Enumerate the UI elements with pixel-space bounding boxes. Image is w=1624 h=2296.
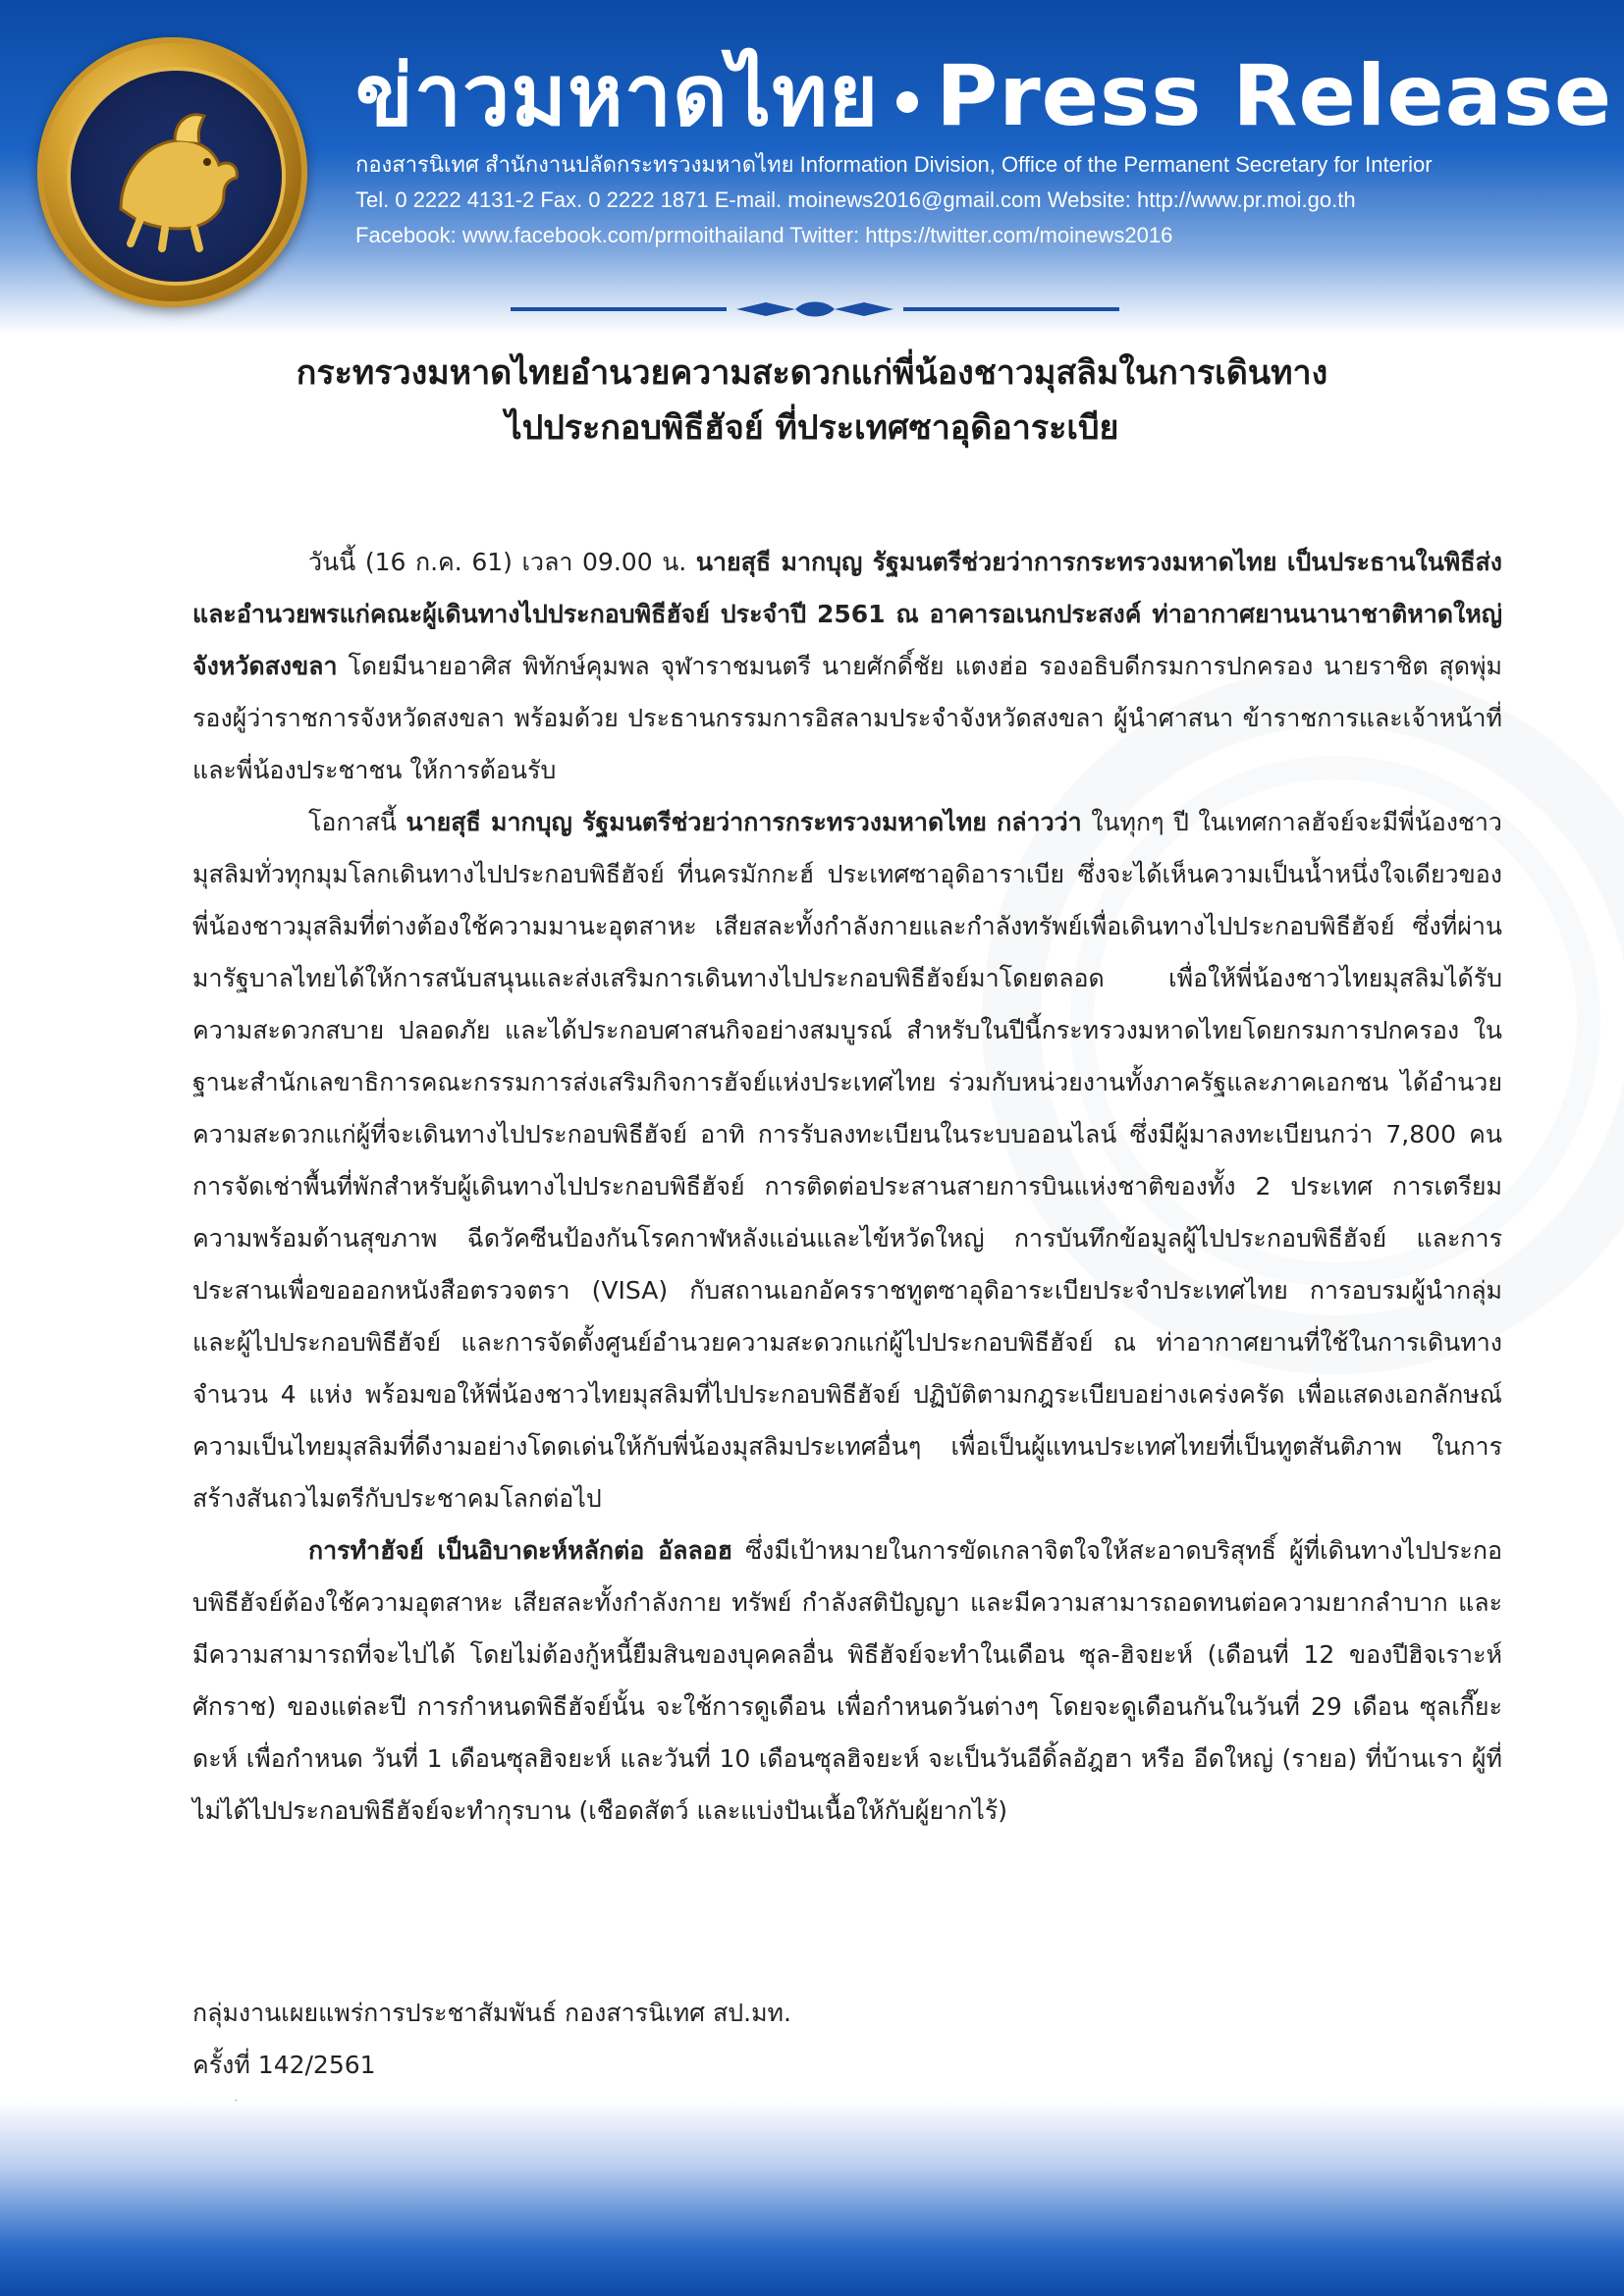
divider-ornament-icon — [511, 294, 1119, 324]
p2-text-bold: นายสุธี มากบุญ รัฐมนตรีช่วยว่าการกระทรวงมหาดไทย กล่าวว่า — [406, 808, 1082, 836]
masthead-title-thai: ข่าวมหาดไทย — [355, 47, 880, 145]
org-line: กองสารนิเทศ สำนักงานปลัดกระทรวงมหาดไทย Information Division, Office of the Permanent Secretary for Interior — [355, 152, 1433, 177]
masthead-title — [355, 45, 1613, 147]
article-body — [192, 536, 1502, 1837]
paragraph-3 — [192, 1524, 1502, 1837]
footer-issue: ครั้งที่ 142/2561 — [192, 2051, 376, 2079]
social-line: Facebook: www.facebook.com/prmoithailand Twitter: https://twitter.com/moinews2016 — [355, 223, 1173, 247]
p1-text-c: โดยมีนายอาศิส พิทักษ์คุมพล จุฬาราชมนตรี นายศักดิ์ชัย แตงฮ่อ รองอธิบดีกรมการปกครอง นายราชิต สุดพุ่ม รองผู้ว่าราชการจังหวัดสงขลา พร้อมด้วย ประธานกรรมการอิสลามประจำจังหวัดสงขลา ผู้นำศาสนา ข้าราชการและเจ้าหน้าที่ และพี่น้องประชาชน ให้การต้อนรับ — [192, 652, 1502, 784]
p2-text-a: โอกาสนี้ — [308, 808, 406, 836]
masthead-title-en: Press Release — [936, 47, 1613, 145]
p2-text-c: ในทุกๆ ปี ในเทศกาลฮัจย์จะมีพี่น้องชาวมุสลิมทั่วทุกมุมโลกเดินทางไปประกอบพิธีฮัจย์ ที่นครมักกะฮ์ ประเทศซาอุดิอาราเบีย ซึ่งจะได้เห็นความเป็นน้ำหนึ่งใจเดียวของพี่น้องชาวมุสลิมที่ต่างต้องใช้ความมานะอุตสาหะ เสียสละทั้งกำลังกายและกำลังทรัพย์เพื่อเดินทางไปประกอบพิธีฮัจย์ ซึ่งที่ผ่านมารัฐบาลไทยได้ให้การสนับสนุนและส่งเสริมการเดินทางไปประกอบพิธีฮัจย์มาโดยตลอด เพื่อให้พี่น้องชาวไทยมุสลิมได้รับความสะดวกสบาย ปลอดภัย และได้ประกอบศาสนกิจอย่างสมบูรณ์ สำหรับในปีนี้กระทรวงมหาดไทยโดยกรมการปกครอง ในฐานะสำนักเลขาธิการคณะกรรมการส่งเสริมกิจการฮัจย์แห่งประเทศไทย ร่วมกับหน่วยงานทั้งภาครัฐและภาคเอกชน ได้อำนวยความสะดวกแก่ผู้ที่จะเดินทางไปประกอบพิธีฮัจย์ อาทิ การรับลงทะเบียนในระบบออนไลน์ ซึ่งมีผู้มาลงทะเบียนกว่า 7,800 คน การจัดเช่าพื้นที่พักสำหรับผู้เดินทางไปประกอบพิธีฮัจย์ การติดต่อประสานสายการบินแห่งชาติของทั้ง 2 ประเทศ การเตรียมความพร้อมด้านสุขภาพ ฉีดวัคซีนป้องกันโรคกาฬหลังแอ่นและไข้หวัดใหญ่ การบันทึกข้อมูลผู้ไปประกอบพิธีฮัจย์ และการประสานเพื่อขอออกหนังสือตรวจตรา (VISA) กับสถานเอกอัครราชทูตซาอุดิอาระเบียประจำประเทศไทย การอบรมผู้นำกลุ่มและผู้ไปประกอบพิธีฮัจย์ และการจัดตั้งศูนย์อำนวยความสะดวกแก่ผู้ไปประกอบพิธีฮัจย์ ณ ท่าอากาศยานที่ใช้ในการเดินทางจำนวน 4 แห่ง พร้อมขอให้พี่น้องชาวไทยมุสลิมที่ไปประกอบพิธีฮัจย์ ปฏิบัติตามกฎระเบียบอย่างเคร่งครัด เพื่อแสดงเอกลักษณ์ความเป็นไทยมุสลิมที่ดีงามอย่างโดดเด่นให้กับพี่น้องมุสลิมประเทศอื่นๆ เพื่อเป็นผู้แทนประเทศไทยที่เป็นทูตสันติภาพ ในการสร้างสันถวไมตรีกับประชาคมโลกต่อไป — [192, 808, 1502, 1513]
headline-line-1: กระทรวงมหาดไทยอำนวยความสะดวกแก่พี่น้องชาวมุสลิมในการเดินทาง — [296, 353, 1328, 393]
bullet-dot-icon — [896, 91, 918, 113]
masthead — [355, 45, 1613, 253]
paragraph-2 — [192, 796, 1502, 1524]
p1-text-a: วันนี้ (16 ก.ค. 61) เวลา 09.00 น. — [308, 548, 696, 576]
lion-emblem-icon — [81, 81, 263, 263]
paragraph-1 — [192, 536, 1502, 796]
ministry-seal-logo — [37, 37, 307, 307]
footer-unit: กลุ่มงานเผยแพร่การประชาสัมพันธ์ กองสารนิเทศ สป.มท. — [192, 1999, 791, 2027]
bottom-band — [0, 2101, 1624, 2296]
header-banner — [0, 0, 1624, 334]
p1-text-bold: นายสุธี มากบุญ รัฐมนตรีช่วยว่าการกระทรวงมหาดไทย เป็นประธานในพิธีส่งและอำนวยพรแก่คณะผู้เดินทางไปประกอบพิธีฮัจย์ ประจำปี 2561 ณ อาคารอเนกประสงค์ ท่าอากาศยานนานาชาติหาดใหญ่ จังหวัดสงขลา — [192, 548, 1502, 680]
contact-line: Tel. 0 2222 4131-2 Fax. 0 2222 1871 E-mail. moinews2016@gmail.com Website: http://www.pr.moi.go.th — [355, 187, 1356, 212]
headline — [216, 346, 1408, 455]
p3-text-bold: การทำฮัจย์ เป็นอิบาดะห์หลักต่อ อัลลอฮ — [308, 1536, 733, 1565]
p3-text-c: ซึ่งมีเป้าหมายในการขัดเกลาจิตใจให้สะอาดบริสุทธิ์ ผู้ที่เดินทางไปประกอบพิธีฮัจย์ต้องใช้ความอุตสาหะ เสียสละทั้งกำลังกาย ทรัพย์ กำลังสติปัญญา และมีความสามารถอดทนต่อความยากลำบาก และมีความสามารถที่จะไปได้ โดยไม่ต้องกู้หนี้ยืมสินของบุคคลอื่น พิธีฮัจย์จะทำในเดือน ซุล-ฮิจยะห์ (เดือนที่ 12 ของปีฮิจเราะห์ศักราช) ของแต่ละปี การกำหนดพิธีฮัจย์นั้น จะใช้การดูเดือน เพื่อกำหนดวันต่างๆ โดยจะดูเดือนกันในวันที่ 29 เดือน ซุลเกี๊ยะดะห์ เพื่อกำหนด วันที่ 1 เดือนซุลฮิจยะห์ และวันที่ 10 เดือนซุลฮิจยะห์ จะเป็นวันอีดิ้ลอัฎฮา หรือ อีดใหญ่ (รายอ) ที่บ้านเรา ผู้ที่ไม่ได้ไปประกอบพิธีฮัจย์จะทำกุรบาน (เชือดสัตว์ และแบ่งปันเนื้อให้กับผู้ยากไร้) — [192, 1536, 1502, 1825]
headline-line-2: ไปประกอบพิธีฮัจย์ ที่ประเทศซาอุดิอาระเบีย — [505, 408, 1119, 448]
